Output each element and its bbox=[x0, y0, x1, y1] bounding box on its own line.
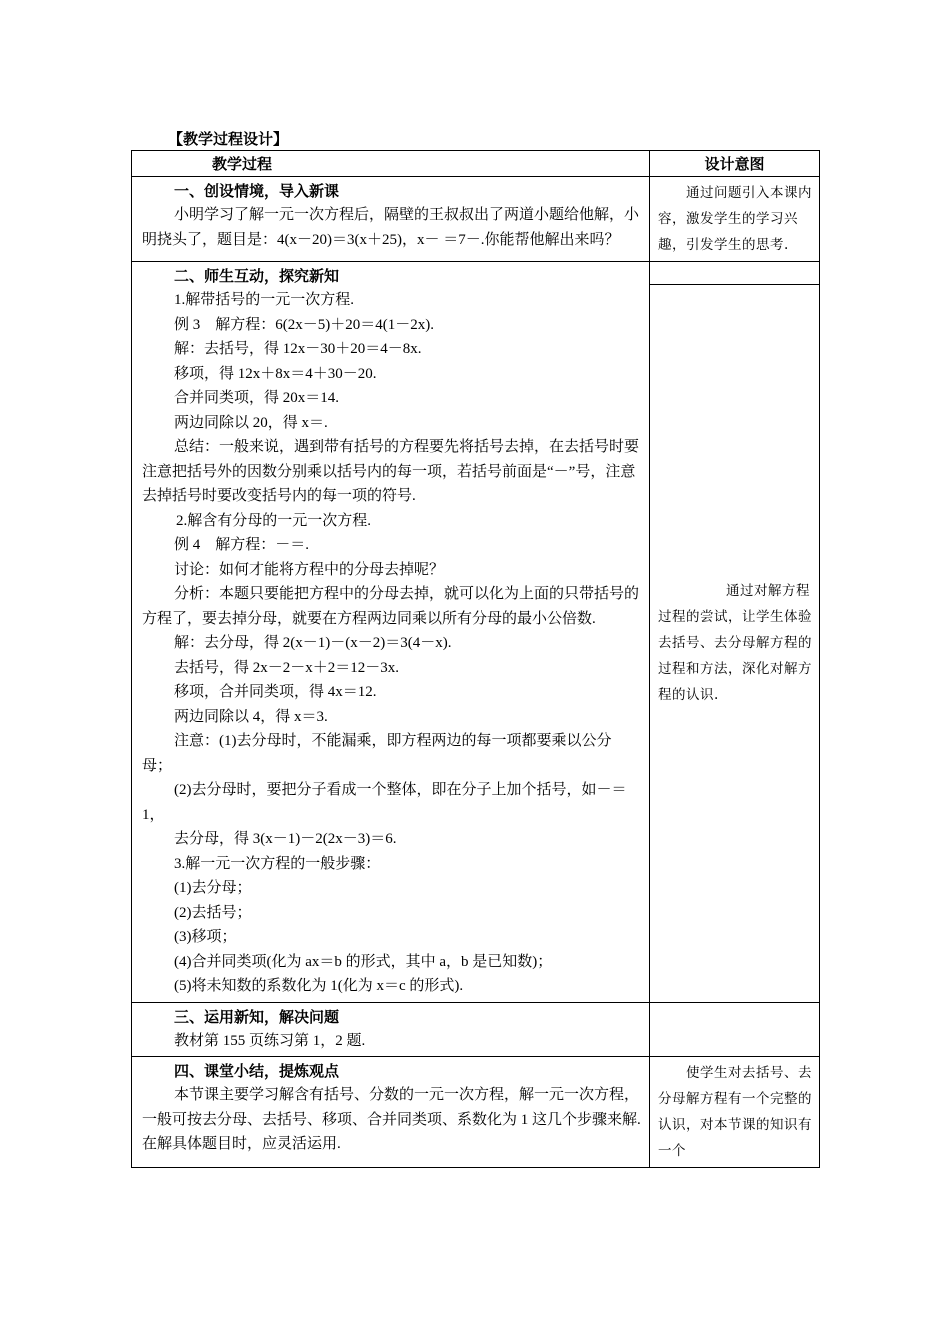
column-header-intent: 设计意图 bbox=[650, 151, 820, 177]
section-3-intent bbox=[650, 1002, 820, 1057]
section-4-intent: 使学生对去括号、去分母解方程有一个完整的认识，对本节课的知识有一个 bbox=[650, 1057, 820, 1168]
section-2-line: 去分母，得 3(x－1)－2(2x－3)＝6. bbox=[174, 831, 397, 847]
section-2-line: 讨论：如何才能将方程中的分母去掉呢？ bbox=[174, 561, 445, 578]
section-1-intent: 通过问题引入本课内容，激发学生的学习兴趣，引发学生的思考. bbox=[650, 177, 820, 262]
section-2-line: 3.解一元一次方程的一般步骤： bbox=[174, 855, 381, 872]
section-2-line: 移项，合并同类项，得 4x＝12. bbox=[174, 684, 377, 700]
section-2-intent-spacer bbox=[650, 262, 820, 285]
section-2-line: (5)将未知数的系数化为 1(化为 x＝c 的形式). bbox=[174, 978, 464, 994]
section-2-line: (2)去括号； bbox=[174, 904, 252, 921]
column-header-process: 教学过程 bbox=[132, 151, 650, 177]
lesson-design-table bbox=[131, 150, 820, 1168]
section-2-line: 1.解带括号的一元一次方程. bbox=[174, 292, 355, 308]
section-1-title: 一、创设情境，导入新课 bbox=[174, 182, 340, 200]
section-2-line: 合并同类项，得 20x＝14. bbox=[174, 390, 340, 406]
section-2-process bbox=[132, 262, 650, 1003]
section-2-line: 总结：一般来说，遇到带有括号的方程要先将括号去掉，在去括号时要注意把括号外的因数分别乘以括号内的每一项，若括号前面是“－”号，注意去掉括号时要改变括号内的每一项的符号. bbox=[142, 439, 640, 504]
section-2-line: 分析：本题只要能把方程中的分母去掉，就可以化为上面的只带括号的方程了，要去掉分母，就要在方程两边同乘以所有分母的最小公倍数. bbox=[142, 586, 640, 627]
page-heading: 【教学过程设计】 bbox=[168, 130, 289, 148]
section-3-process bbox=[132, 1002, 650, 1057]
section-3-line: 教材第 155 页练习第 1，2 题. bbox=[174, 1032, 366, 1049]
section-2-title: 二、师生互动，探究新知 bbox=[174, 267, 340, 285]
section-2-line: 例 4 解方程：－＝. bbox=[174, 537, 310, 553]
section-2-line: 两边同除以 4，得 x＝3. bbox=[174, 708, 328, 725]
table-row bbox=[132, 1057, 820, 1168]
section-3-title: 三、运用新知，解决问题 bbox=[174, 1007, 340, 1026]
section-2-line: (4)合并同类项(化为 ax＝b 的形式，其中 a，b 是已知数)； bbox=[174, 953, 553, 970]
section-1-line: 小明学习了解一元一次方程后，隔壁的王叔叔出了两道小题给他解，小明挠头了，题目是：4(x－20)＝3(x＋25)，x－ ＝7－.你能帮他解出来吗？ bbox=[142, 207, 640, 248]
table-row bbox=[132, 262, 820, 285]
section-2-line: 解：去括号，得 12x－30＋20＝4－8x. bbox=[174, 341, 422, 357]
table-row bbox=[132, 177, 820, 262]
section-4-process bbox=[132, 1057, 650, 1168]
section-2-intent: 通过对解方程过程的尝试，让学生体验去括号、去分母解方程的过程和方法，深化对解方程的认识. bbox=[650, 285, 820, 1003]
section-1-process bbox=[132, 177, 650, 262]
section-2-line: (2)去分母时，要把分子看成一个整体，即在分子上加个括号，如－＝1， bbox=[142, 782, 627, 823]
section-4-title: 四、课堂小结，提炼观点 bbox=[174, 1062, 340, 1080]
section-2-line: 2.解含有分母的一元一次方程. bbox=[176, 512, 372, 529]
table-row bbox=[132, 1002, 820, 1057]
section-2-line: 注意：(1)去分母时，不能漏乘，即方程两边的每一项都要乘以公分母； bbox=[142, 733, 612, 774]
table-header-row bbox=[132, 151, 820, 177]
section-2-line: 例 3 解方程：6(2x－5)＋20＝4(1－2x). bbox=[174, 316, 434, 333]
section-2-line: 去括号，得 2x－2－x＋2＝12－3x. bbox=[174, 659, 400, 676]
section-2-line: (1)去分母； bbox=[174, 880, 252, 896]
section-2-line: 解：去分母，得 2(x－1)－(x－2)＝3(4－x). bbox=[174, 635, 452, 651]
section-2-line: (3)移项； bbox=[174, 929, 237, 945]
section-2-line: 移项，得 12x＋8x＝4＋30－20. bbox=[174, 365, 377, 382]
section-2-line: 两边同除以 20，得 x＝. bbox=[174, 414, 328, 431]
section-4-line: 本节课主要学习解含有括号、分数的一元一次方程，解一元一次方程，一般可按去分母、去括号、移项、合并同类项、系数化为 1 这几个步骤来解.在解具体题目时，应灵活运用. bbox=[142, 1087, 641, 1152]
